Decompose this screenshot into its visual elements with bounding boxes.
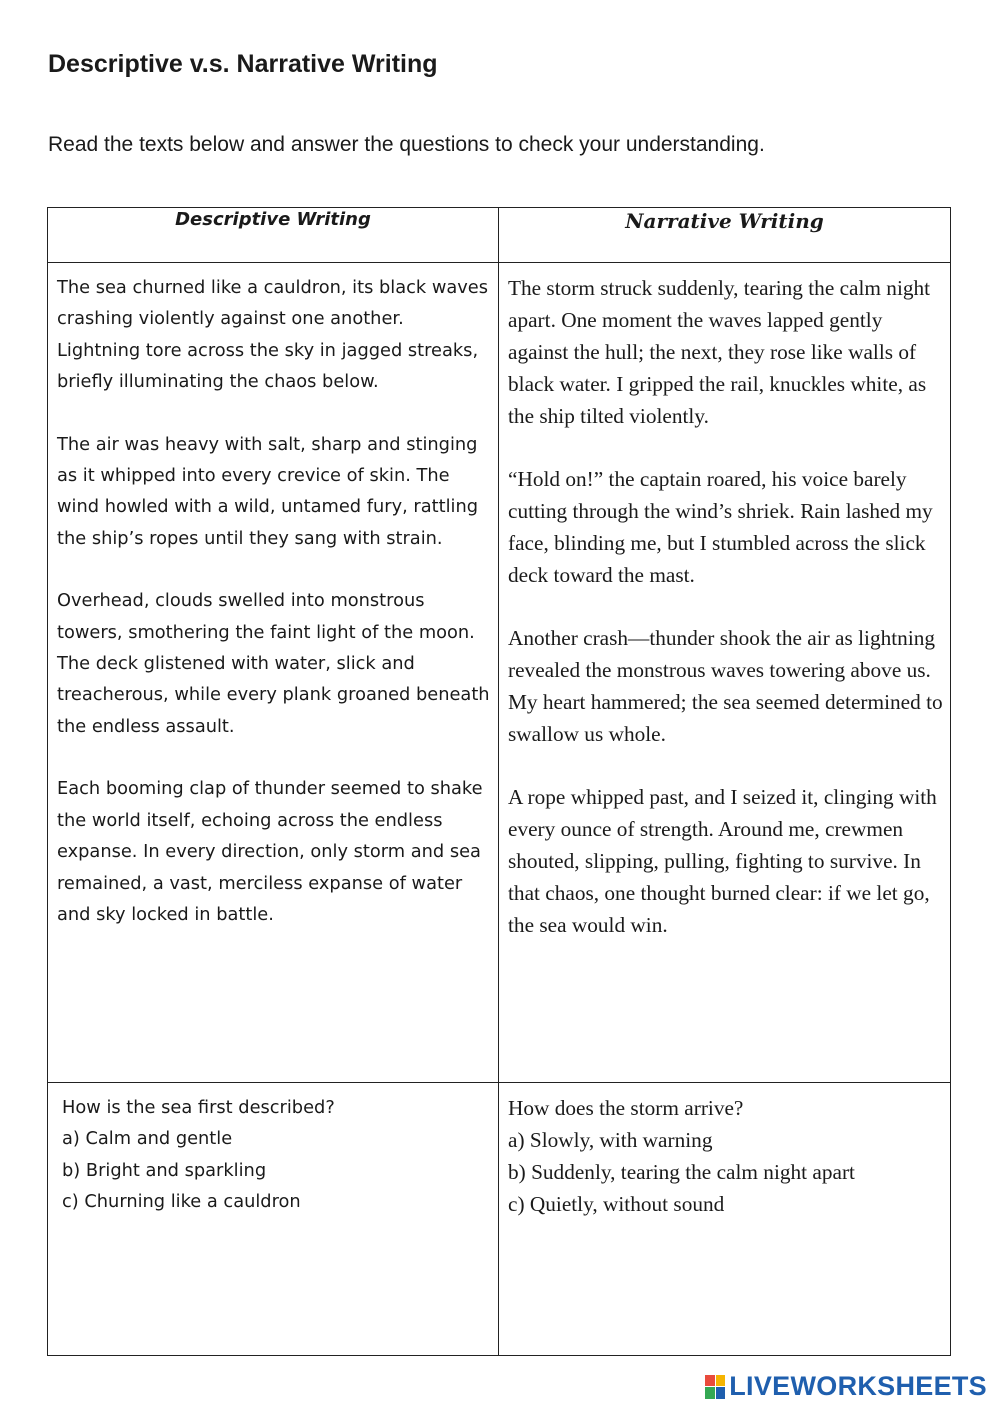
narrative-question: How does the storm arrive? (508, 1096, 744, 1120)
logo-square-icon (716, 1387, 726, 1399)
descriptive-paragraph: Each booming clap of thunder seemed to shake the world itself, echoing across the endless expanse. In every direction, only storm and sea remained, a vast, merciless expanse of water and sky locked in battle. (57, 778, 483, 925)
narrative-paragraph: A rope whipped past, and I seized it, clinging with every ounce of strength. Around me, crewmen shouted, slipping, pulling, fighting to survive. In that chaos, one thought burned clear: if we let go, the sea would win. (508, 785, 937, 937)
narrative-paragraph: The storm struck suddenly, tearing the calm night apart. One moment the waves lapped gently against the hull; the next, they rose like walls of black water. I gripped the rail, knuckles white, as the ship tilted violently. (508, 276, 931, 428)
logo-text: LIVEWORKSHEETS (729, 1371, 987, 1401)
instructions-text: Read the texts below and answer the questions to check your understanding. (48, 133, 765, 156)
descriptive-option-c[interactable]: c) Churning like a cauldron (62, 1191, 301, 1213)
descriptive-option-b[interactable]: b) Bright and sparkling (62, 1159, 267, 1181)
descriptive-text-cell (48, 263, 499, 1083)
narrative-question-cell (499, 1083, 951, 1356)
descriptive-paragraph: The air was heavy with salt, sharp and stinging as it whipped into every crevice of skin. The wind howled with a wild, untamed fury, rattling the ship’s ropes until they sang with strain. (57, 433, 479, 549)
narrative-text-cell (499, 263, 951, 1083)
logo-mark-icon (705, 1375, 725, 1399)
descriptive-heading: Descriptive Writing (48, 208, 499, 263)
page-title: Descriptive v.s. Narrative Writing (48, 50, 438, 78)
narrative-paragraph: “Hold on!” the captain roared, his voice barely cutting through the wind’s shriek. Rain lashed my face, blinding me, but I stumbled across the slick deck toward the mast. (508, 467, 933, 587)
descriptive-option-a[interactable]: a) Calm and gentle (62, 1128, 233, 1150)
comparison-table (47, 207, 951, 1356)
text-row (48, 263, 951, 1083)
descriptive-paragraph: Overhead, clouds swelled into monstrous towers, smothering the faint light of the moon. The deck glistened with water, slick and treacherous, while every plank groaned beneath the endless assault. (57, 590, 490, 737)
descriptive-question-cell (48, 1083, 499, 1356)
descriptive-question: How is the sea first described? (62, 1097, 335, 1118)
narrative-heading: Narrative Writing (499, 208, 951, 263)
narrative-option-a[interactable]: a) Slowly, with warning (508, 1128, 713, 1152)
question-row (48, 1083, 951, 1356)
narrative-option-b[interactable]: b) Suddenly, tearing the calm night apart (508, 1160, 855, 1184)
logo-square-icon (705, 1387, 715, 1399)
header-row (48, 208, 951, 263)
liveworksheets-logo[interactable] (705, 1371, 987, 1402)
narrative-paragraph: Another crash—thunder shook the air as lightning revealed the monstrous waves towering above us. My heart hammered; the sea seemed determined to swallow us whole. (508, 626, 943, 746)
descriptive-paragraph: The sea churned like a cauldron, its black waves crashing violently against one another. Lightning tore across the sky in jagged streaks, briefly illuminating the chaos below. (57, 277, 489, 393)
narrative-option-c[interactable]: c) Quietly, without sound (508, 1192, 725, 1216)
logo-square-icon (705, 1375, 715, 1387)
logo-square-icon (716, 1375, 726, 1387)
